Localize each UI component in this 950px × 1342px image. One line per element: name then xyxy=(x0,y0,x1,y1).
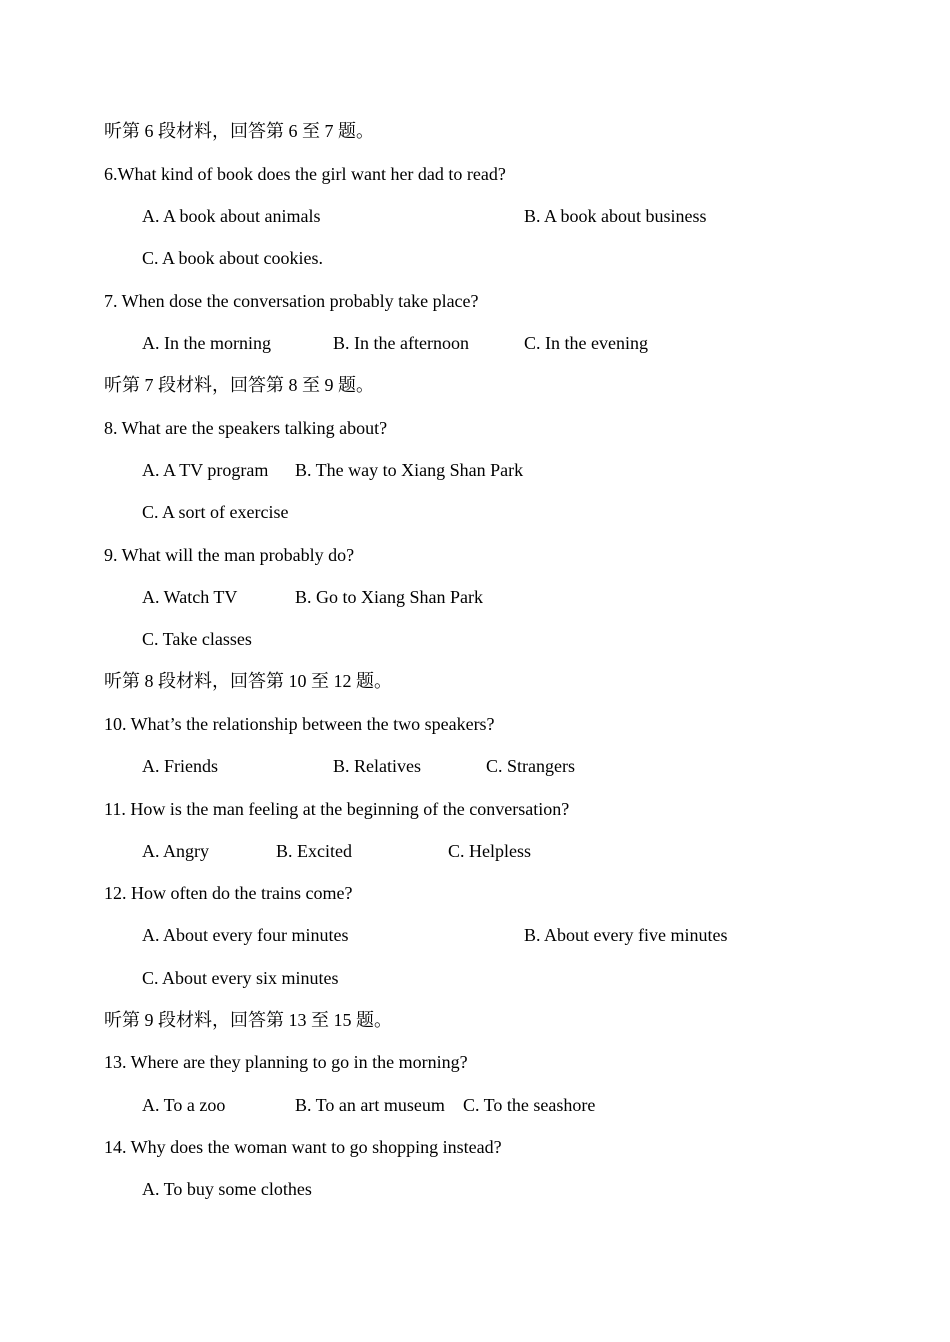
section-8-instruction: 听第 8 段材料，回答第 10 至 12 题。 xyxy=(104,671,392,691)
option-a: A. Angry xyxy=(142,841,209,861)
option-b: B. A book about business xyxy=(524,206,707,226)
option-c: C. Strangers xyxy=(486,756,575,776)
section-9-instruction: 听第 9 段材料，回答第 13 至 15 题。 xyxy=(104,1010,392,1030)
option-b: B. Relatives xyxy=(333,756,421,776)
option-b: B. The way to Xiang Shan Park xyxy=(295,460,524,480)
option-b: B. About every five minutes xyxy=(524,925,728,945)
option-c: C. About every six minutes xyxy=(142,968,339,988)
option-a: A. To buy some clothes xyxy=(142,1179,312,1199)
option-b: B. Go to Xiang Shan Park xyxy=(295,587,483,607)
question-stem: 7. When dose the conversation probably take place? xyxy=(104,291,479,311)
option-c: C. To the seashore xyxy=(463,1095,596,1115)
question-stem: 6.What kind of book does the girl want her dad to read? xyxy=(104,164,506,184)
option-a: A. To a zoo xyxy=(142,1095,226,1115)
question-stem: 8. What are the speakers talking about? xyxy=(104,418,388,438)
question-stem: 13. Where are they planning to go in the morning? xyxy=(104,1052,468,1072)
question-stem: 9. What will the man probably do? xyxy=(104,545,355,565)
option-c: C. A book about cookies. xyxy=(142,248,323,268)
option-b: B. Excited xyxy=(276,841,352,861)
section-6-instruction: 听第 6 段材料，回答第 6 至 7 题。 xyxy=(104,121,374,141)
option-b: B. In the afternoon xyxy=(333,333,469,353)
option-c: C. Take classes xyxy=(142,629,252,649)
option-c: C. Helpless xyxy=(448,841,531,861)
option-c: C. A sort of exercise xyxy=(142,502,289,522)
option-a: A. In the morning xyxy=(142,333,271,353)
option-a: A. Watch TV xyxy=(142,587,238,607)
option-a: A. Friends xyxy=(142,756,218,776)
option-a: A. A TV program xyxy=(142,460,269,480)
option-a: A. About every four minutes xyxy=(142,925,349,945)
question-stem: 10. What’s the relationship between the two speakers? xyxy=(104,714,495,734)
question-stem: 11. How is the man feeling at the beginning of the conversation? xyxy=(104,799,570,819)
option-c: C. In the evening xyxy=(524,333,648,353)
section-7-instruction: 听第 7 段材料，回答第 8 至 9 题。 xyxy=(104,375,374,395)
question-stem: 12. How often do the trains come? xyxy=(104,883,353,903)
question-stem: 14. Why does the woman want to go shopping instead? xyxy=(104,1137,502,1157)
option-a: A. A book about animals xyxy=(142,206,321,226)
option-b: B. To an art museum xyxy=(295,1095,445,1115)
